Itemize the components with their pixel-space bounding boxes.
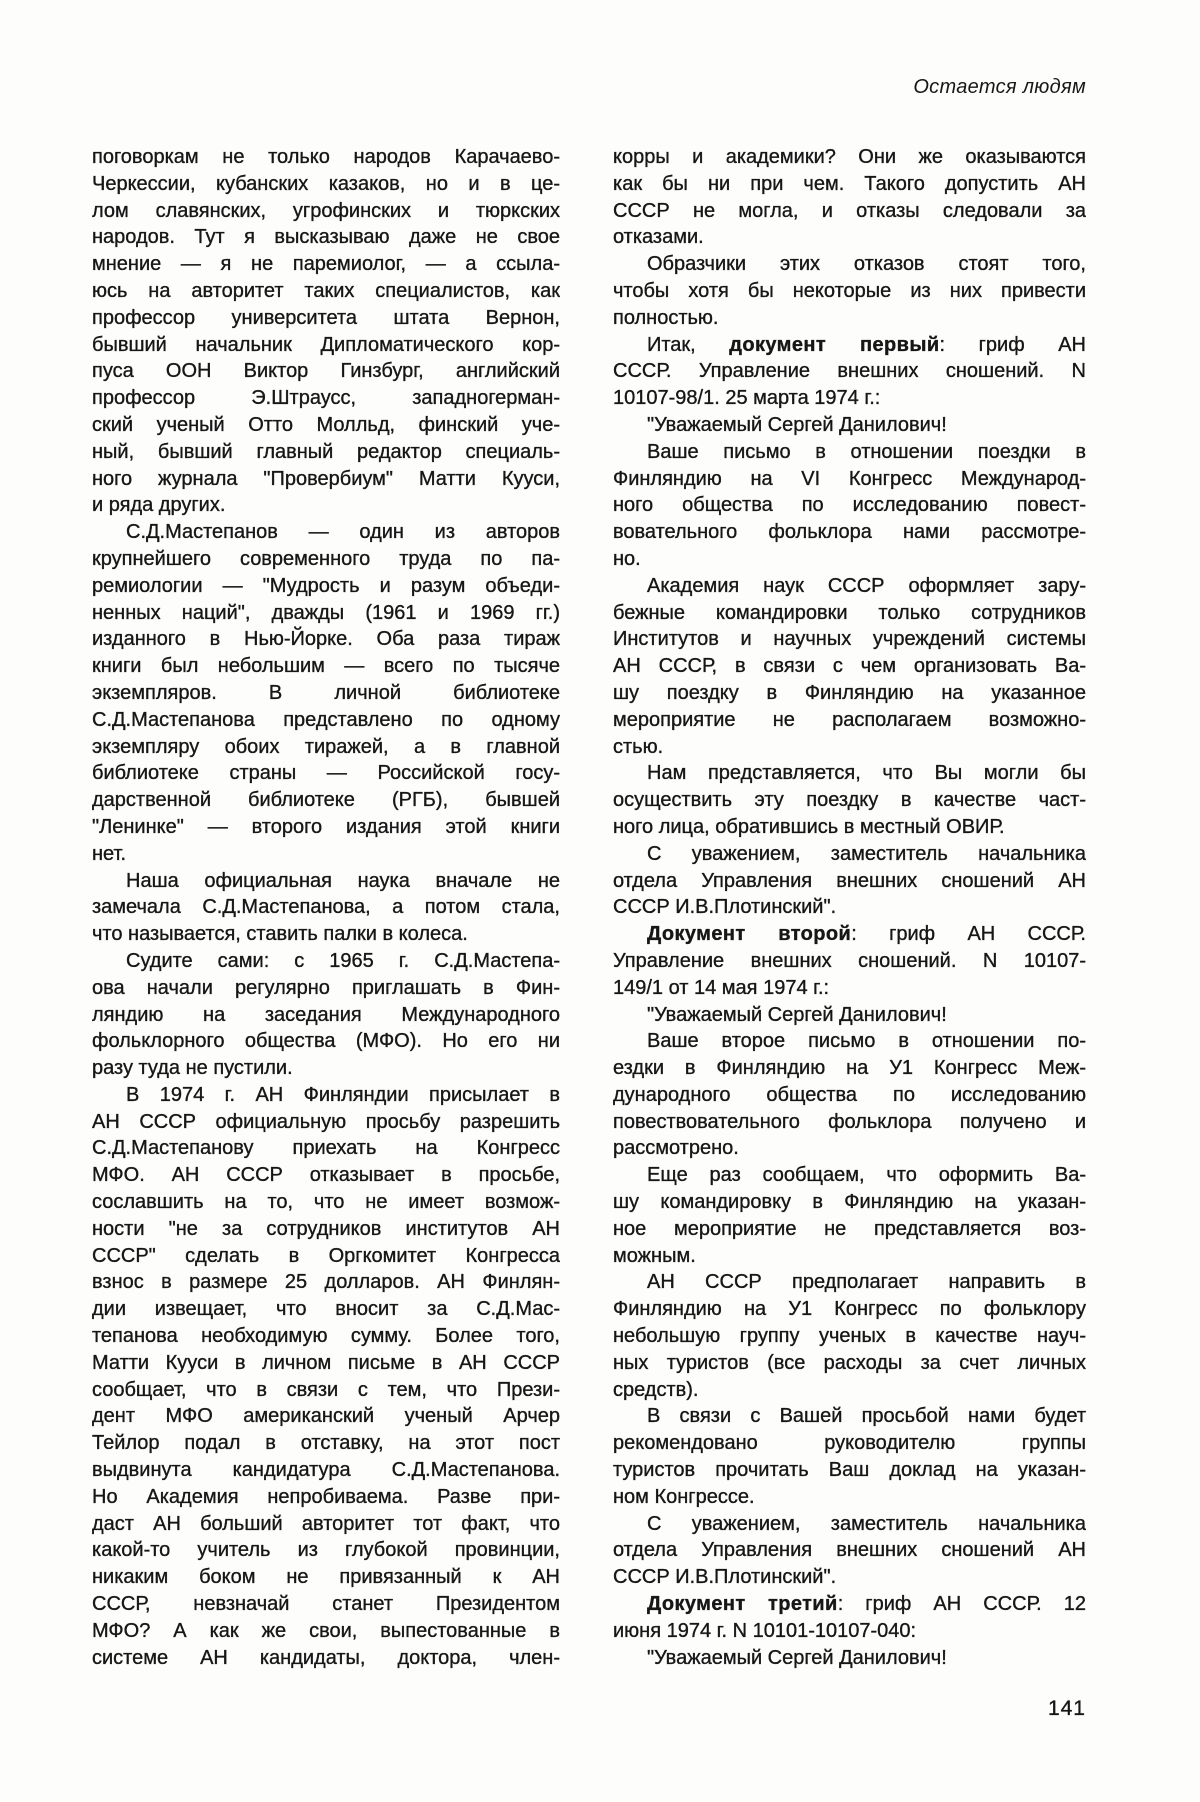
- text-run: "Уважаемый Сергей Данилович!: [647, 1646, 947, 1669]
- text-run: ненных наций", дважды (1961 и 1969 гг.): [92, 601, 560, 624]
- text-line: [92, 600, 560, 627]
- text-line: [613, 198, 1086, 225]
- text-line: [92, 1618, 560, 1645]
- text-line: [92, 1162, 560, 1189]
- text-run: поговоркам не только народов Карачаево-: [92, 146, 560, 168]
- text-line: [613, 1323, 1086, 1350]
- text-run: С.Д.Мастепанова представлено по одному: [92, 708, 560, 731]
- text-line: [613, 1082, 1086, 1109]
- text-run: дарственной библиотеке (РГБ), бывшей: [92, 789, 560, 812]
- text-run: чтобы хотя бы некоторые из них привести: [613, 279, 1086, 302]
- text-run: Управление внешних сношений. N 10107-: [613, 949, 1086, 972]
- text-run: В 1974 г. АН Финляндии присылает в: [126, 1083, 560, 1106]
- text-run: ский ученый Отто Молльд, финский уче-: [92, 413, 560, 436]
- text-line: [92, 921, 560, 948]
- text-line: [92, 1403, 560, 1430]
- text-line: [92, 734, 560, 761]
- text-line: [92, 680, 560, 707]
- text-run: 10107-98/1. 25 марта 1974 г.:: [613, 387, 881, 410]
- text-line: [92, 1457, 560, 1484]
- text-line: [613, 1135, 1086, 1162]
- text-run: Финляндию на У1 Конгресс по фольклору: [613, 1298, 1086, 1321]
- text-run: можным.: [613, 1244, 696, 1267]
- text-line: [92, 1564, 560, 1591]
- text-run: системе АН кандидаты, доктора, член-: [92, 1646, 560, 1669]
- text-run: ляндию на заседания Международного: [92, 1003, 560, 1026]
- text-run: ном Конгрессе.: [613, 1485, 755, 1508]
- text-run: : гриф АН СССР.: [851, 923, 1086, 946]
- text-run: изданного в Нью-Йорке. Оба раза тираж: [92, 628, 560, 651]
- text-run: С.Д.Мастепанову приехать на Конгресс: [92, 1137, 560, 1160]
- text-line: [613, 948, 1086, 975]
- text-line: [92, 626, 560, 653]
- text-line: [613, 1403, 1086, 1430]
- text-line: [92, 1350, 560, 1377]
- text-run: МФО? А как же свои, выпестованные в: [92, 1619, 560, 1642]
- text-line: [613, 680, 1086, 707]
- text-line: [92, 251, 560, 278]
- text-line: [92, 1243, 560, 1270]
- text-run: небольшую группу ученых в качестве науч-: [613, 1325, 1086, 1348]
- text-line: [92, 841, 560, 868]
- text-line: [613, 707, 1086, 734]
- text-run: как бы ни при чем. Такого допустить АН: [613, 172, 1086, 195]
- running-header: Остается людям: [913, 76, 1086, 98]
- text-line: [613, 1511, 1086, 1538]
- text-run: туристов прочитать Ваш доклад на указан-: [613, 1459, 1086, 1482]
- text-line: [92, 224, 560, 251]
- text-run: В связи с Вашей просьбой нами будет: [647, 1405, 1086, 1428]
- text-run: ного журнала "Провербиум" Матти Кууси,: [92, 467, 560, 490]
- text-line: [613, 1269, 1086, 1296]
- text-run: С уважением, заместитель начальника: [647, 1512, 1086, 1535]
- text-line: [92, 1269, 560, 1296]
- text-line: [92, 787, 560, 814]
- text-line: [92, 573, 560, 600]
- page-number: 141: [1047, 1697, 1086, 1720]
- text-line: [92, 492, 560, 519]
- text-line: [613, 1591, 1086, 1618]
- text-run: ездки в Финляндию на У1 Конгресс Меж-: [613, 1057, 1086, 1080]
- text-line: [92, 1430, 560, 1457]
- text-line: [613, 1618, 1086, 1645]
- text-line: [613, 841, 1086, 868]
- text-line: [613, 278, 1086, 305]
- text-run: повествовательного фольклора получено и: [613, 1110, 1086, 1133]
- text-line: [613, 868, 1086, 895]
- text-run: С уважением, заместитель начальника: [647, 842, 1086, 865]
- text-run: лом славянских, угрофинских и тюркских: [92, 199, 560, 222]
- text-line: [613, 653, 1086, 680]
- text-run: Нам представляется, что Вы могли бы: [647, 762, 1086, 785]
- text-line: [613, 1162, 1086, 1189]
- text-run: вовательного фольклора нами рассмотре-: [613, 521, 1086, 544]
- text-run: ного общества по исследованию повест-: [613, 494, 1086, 517]
- bold-run: Документ третий: [647, 1593, 838, 1616]
- text-line: [92, 358, 560, 385]
- text-run: "Уважаемый Сергей Данилович!: [647, 1003, 947, 1026]
- text-run: профессор университета штата Вернон,: [92, 306, 560, 329]
- text-line: [613, 439, 1086, 466]
- text-run: СССР И.В.Плотинский".: [613, 1566, 837, 1589]
- text-line: [92, 1135, 560, 1162]
- text-line: [613, 492, 1086, 519]
- text-run: корры и академики? Они же оказываются: [613, 146, 1086, 168]
- text-run: шу командировку в Финляндию на указан-: [613, 1191, 1086, 1214]
- text-run: дии извещает, что вносит за С.Д.Мас-: [92, 1298, 560, 1321]
- text-run: крупнейшего современного труда по па-: [92, 547, 560, 570]
- text-run: Тейлор подал в отставку, на этот пост: [92, 1432, 560, 1455]
- text-run: АН СССР, в связи с чем организовать Ва-: [613, 655, 1086, 678]
- text-run: нет.: [92, 842, 127, 865]
- text-line: [613, 1216, 1086, 1243]
- bold-run: Документ второй: [647, 923, 852, 946]
- text-run: Финляндию на VI Конгресс Международ-: [613, 467, 1086, 490]
- text-run: ное мероприятие не представляется воз-: [613, 1217, 1086, 1240]
- text-line: [92, 519, 560, 546]
- text-run: Институтов и научных учреждений системы: [613, 628, 1086, 651]
- text-line: [92, 1591, 560, 1618]
- text-run: июня 1974 г. N 10101-10107-040:: [613, 1619, 917, 1642]
- text-run: ремиологии — "Мудрость и разум объеди-: [92, 574, 560, 597]
- text-run: дународного общества по исследованию: [613, 1083, 1086, 1106]
- text-run: ных туристов (все расходы за счет личных: [613, 1351, 1086, 1374]
- text-run: профессор Э.Штраусс, западногерман-: [92, 387, 560, 410]
- text-line: [92, 1484, 560, 1511]
- text-line: [613, 332, 1086, 359]
- text-line: [613, 251, 1086, 278]
- text-run: МФО. АН СССР отказывает в просьбе,: [92, 1164, 560, 1187]
- text-line: [92, 1511, 560, 1538]
- text-line: [92, 1323, 560, 1350]
- text-run: шу поездку в Финляндию на указанное: [613, 681, 1086, 704]
- text-run: Наша официальная наука вначале не: [126, 869, 560, 892]
- text-run: никаким боком не привязанный к АН: [92, 1566, 560, 1589]
- text-line: [613, 412, 1086, 439]
- text-line: [613, 1189, 1086, 1216]
- text-run: осуществить эту поездку в качестве част-: [613, 789, 1086, 812]
- text-run: Ваше письмо в отношении поездки в: [647, 440, 1086, 463]
- text-line: [613, 626, 1086, 653]
- text-run: фольклорного общества (МФО). Но его ни: [92, 1030, 560, 1053]
- text-run: Итак,: [647, 333, 730, 356]
- text-run: и ряда других.: [92, 494, 226, 517]
- text-run: ова начали регулярно приглашать в Фин-: [92, 976, 560, 999]
- text-line: [92, 1537, 560, 1564]
- text-run: : гриф АН СССР. 12: [837, 1593, 1086, 1616]
- text-run: юсь на авторитет таких специалистов, как: [92, 279, 560, 302]
- text-line: [92, 760, 560, 787]
- text-line: [92, 1055, 560, 1082]
- text-run: "Ленинке" — второго издания этой книги: [92, 815, 560, 838]
- text-run: какой-то учитель из глубокой провинции,: [92, 1539, 560, 1562]
- text-run: СССР не могла, и отказы следовали за: [613, 199, 1086, 222]
- text-line: [92, 385, 560, 412]
- text-line: [92, 814, 560, 841]
- text-line: [613, 1377, 1086, 1404]
- text-line: [613, 224, 1086, 251]
- text-run: но.: [613, 547, 641, 570]
- text-line: [92, 1028, 560, 1055]
- text-run: Ваше второе письмо в отношении по-: [647, 1030, 1086, 1053]
- text-run: СССР, невзначай станет Президентом: [92, 1593, 560, 1616]
- text-line: [613, 760, 1086, 787]
- text-run: сославшить на то, что не имеет возмож-: [92, 1191, 560, 1214]
- text-line: [92, 305, 560, 332]
- text-line: [92, 975, 560, 1002]
- text-run: мнение — я не паремиолог, — а ссыла-: [92, 253, 560, 276]
- text-line: [613, 1243, 1086, 1270]
- text-run: Судите сами: с 1965 г. С.Д.Мастепа-: [126, 949, 560, 972]
- text-run: отказами.: [613, 226, 704, 249]
- text-run: Академия наук СССР оформляет зару-: [647, 574, 1086, 597]
- text-line: [92, 653, 560, 680]
- text-line: [613, 894, 1086, 921]
- text-line: [613, 1457, 1086, 1484]
- bold-run: документ первый: [729, 333, 940, 356]
- text-run: сообщает, что в связи с тем, что Прези-: [92, 1378, 560, 1401]
- text-column-right: [613, 144, 1086, 1671]
- text-run: книги был небольшим — всего по тысяче: [92, 655, 560, 678]
- text-run: 149/1 от 14 мая 1974 г.:: [613, 976, 830, 999]
- text-run: полностью.: [613, 306, 719, 329]
- text-line: [613, 385, 1086, 412]
- text-run: ного лица, обратившись в местный ОВИР.: [613, 815, 1005, 838]
- text-line: [613, 1484, 1086, 1511]
- text-run: Образчики этих отказов стоят того,: [647, 253, 1086, 276]
- text-line: [92, 1109, 560, 1136]
- text-line: [613, 519, 1086, 546]
- text-run: выдвинута кандидатура С.Д.Мастепанова.: [92, 1459, 560, 1482]
- text-run: СССР. Управление внешних сношений. N: [613, 360, 1086, 383]
- text-run: рассмотрено.: [613, 1137, 739, 1160]
- text-line: [613, 921, 1086, 948]
- text-run: отдела Управления внешних сношений АН: [613, 1539, 1086, 1562]
- text-column-left: [92, 144, 560, 1671]
- text-run: экземпляру обоих тиражей, а в главной: [92, 735, 560, 758]
- text-line: [613, 1350, 1086, 1377]
- text-line: [92, 278, 560, 305]
- text-line: [613, 814, 1086, 841]
- text-line: [92, 198, 560, 225]
- text-run: Еще раз сообщаем, что оформить Ва-: [647, 1164, 1086, 1187]
- text-line: [92, 1377, 560, 1404]
- text-run: Но Академия непробиваема. Разве при-: [92, 1485, 560, 1508]
- text-line: [92, 412, 560, 439]
- text-run: "Уважаемый Сергей Данилович!: [647, 413, 947, 436]
- text-line: [92, 1002, 560, 1029]
- text-line: [92, 894, 560, 921]
- text-run: бывший начальник Дипломатического кор-: [92, 333, 560, 356]
- text-line: [613, 171, 1086, 198]
- text-line: [92, 1082, 560, 1109]
- text-run: АН СССР предполагает направить в: [647, 1271, 1086, 1294]
- text-line: [613, 466, 1086, 493]
- text-line: [613, 1109, 1086, 1136]
- text-run: разу туда не пустили.: [92, 1057, 293, 1080]
- text-run: СССР" сделать в Оргкомитет Конгресса: [92, 1244, 560, 1267]
- text-run: Матти Кууси в личном письме в АН СССР: [92, 1351, 560, 1374]
- text-line: [92, 1189, 560, 1216]
- text-line: [613, 1002, 1086, 1029]
- text-line: [92, 466, 560, 493]
- text-line: [92, 439, 560, 466]
- text-run: библиотеке страны — Российской госу-: [92, 762, 560, 785]
- text-line: [613, 1296, 1086, 1323]
- text-line: [92, 332, 560, 359]
- text-run: даст АН больший авторитет тот факт, что: [92, 1512, 560, 1535]
- text-line: [613, 734, 1086, 761]
- text-run: народов. Тут я высказываю даже не свое: [92, 226, 560, 249]
- text-line: [92, 948, 560, 975]
- text-line: [613, 573, 1086, 600]
- text-run: что называется, ставить палки в колеса.: [92, 923, 468, 946]
- text-run: мероприятие не располагаем возможно-: [613, 708, 1086, 731]
- text-line: [613, 1537, 1086, 1564]
- text-line: [613, 600, 1086, 627]
- text-line: [92, 1216, 560, 1243]
- text-line: [613, 975, 1086, 1002]
- text-line: [613, 546, 1086, 573]
- text-line: [92, 1296, 560, 1323]
- text-run: тепанова необходимую сумму. Более того,: [92, 1325, 560, 1348]
- text-line: [613, 1645, 1086, 1672]
- text-line: [92, 1645, 560, 1672]
- text-run: дент МФО американский ученый Арчер: [92, 1405, 560, 1428]
- text-run: отдела Управления внешних сношений АН: [613, 869, 1086, 892]
- text-line: [92, 144, 560, 171]
- text-run: Черкессии, кубанских казаков, но и в це-: [92, 172, 560, 195]
- text-line: [92, 171, 560, 198]
- text-line: [92, 546, 560, 573]
- text-line: [92, 707, 560, 734]
- text-run: рекомендовано руководителю группы: [613, 1432, 1086, 1455]
- text-run: бежные командировки только сотрудников: [613, 601, 1086, 624]
- text-line: [92, 868, 560, 895]
- text-line: [613, 358, 1086, 385]
- text-run: АН СССР официальную просьбу разрешить: [92, 1110, 560, 1133]
- text-line: [613, 1430, 1086, 1457]
- text-line: [613, 1055, 1086, 1082]
- text-run: средств).: [613, 1378, 699, 1401]
- text-run: С.Д.Мастепанов — один из авторов: [126, 521, 560, 544]
- text-run: ности "не за сотрудников институтов АН: [92, 1217, 560, 1240]
- text-run: пуса ООН Виктор Гинзбург, английский: [92, 360, 560, 383]
- text-run: экземпляров. В личной библиотеке: [92, 681, 560, 704]
- text-run: ный, бывший главный редактор специаль-: [92, 440, 560, 463]
- text-line: [613, 144, 1086, 171]
- text-line: [613, 305, 1086, 332]
- text-line: [613, 1028, 1086, 1055]
- text-line: [613, 787, 1086, 814]
- text-run: взнос в размере 25 долларов. АН Финлян-: [92, 1271, 560, 1294]
- text-line: [613, 1564, 1086, 1591]
- text-run: СССР И.В.Плотинский".: [613, 896, 837, 919]
- text-run: замечала С.Д.Мастепанова, а потом стала,: [92, 896, 560, 919]
- text-run: : гриф АН: [939, 333, 1086, 356]
- text-run: стью.: [613, 735, 664, 758]
